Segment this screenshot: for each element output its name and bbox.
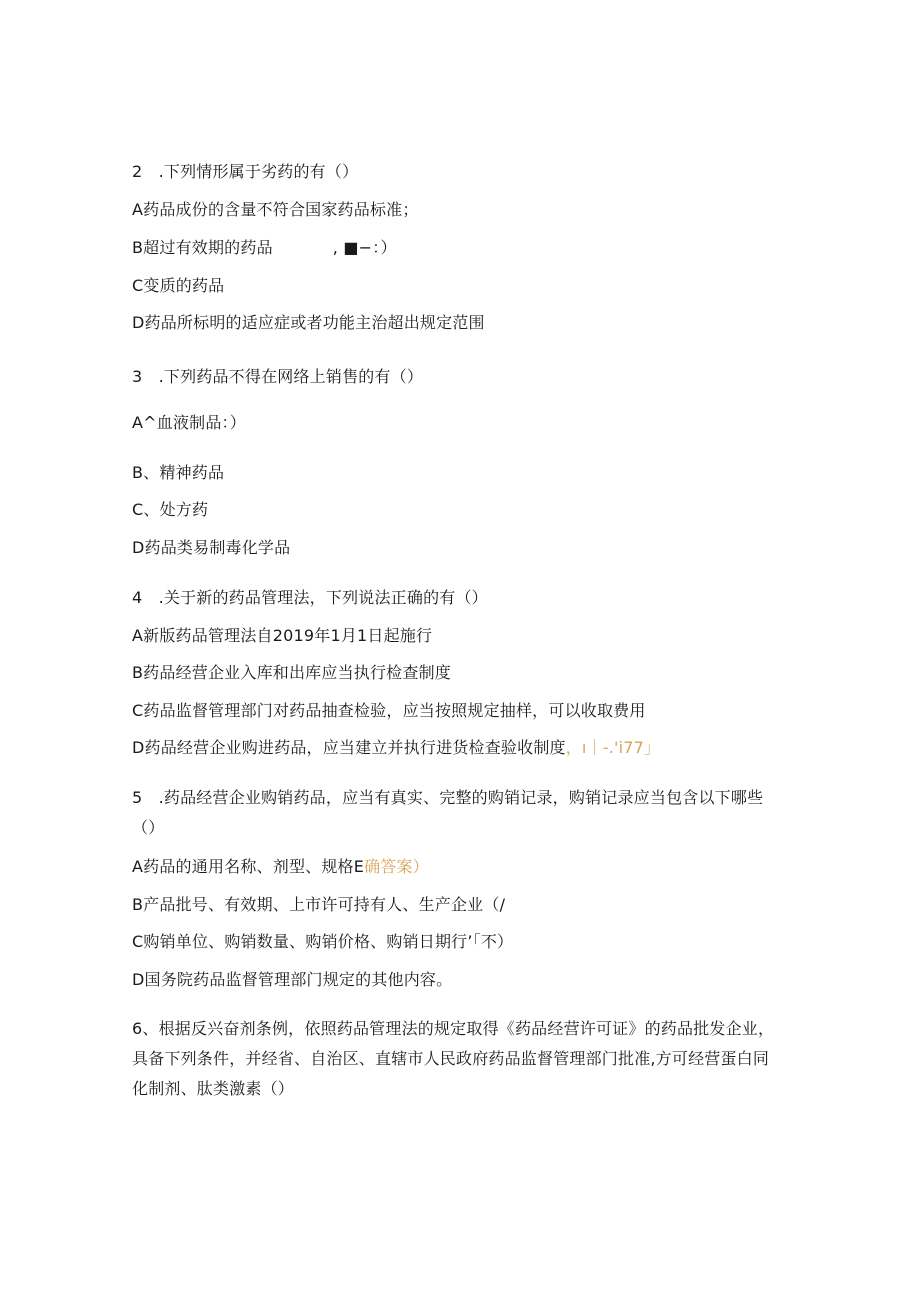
question-4-option-d [132,738,652,758]
question-5-option-a-text: A药品的通用名称、剂型、规格E [132,857,365,876]
question-4-option-b: B药品经营企业入库和出库应当执行检查制度 [132,663,451,682]
question-5-option-b: B产品批号、有效期、上市许可持有人、生产企业（/ [132,895,506,914]
question-2-option-b-mark: , ■−：） [332,238,397,257]
question-3-option-b: B、精神药品 [132,463,225,482]
question-5-option-a [132,857,429,877]
question-2-option-b [132,238,397,258]
question-2-option-d: D药品所标明的适应症或者功能主治超出规定范围 [132,313,485,332]
question-2-option-b-text: B超过有效期的药品 [132,238,273,257]
question-2-option-a: A药品成份的含量不符合国家药品标准； [132,200,419,219]
question-5-option-a-mark: 确答案） [364,857,429,876]
question-2-stem: 2 .下列情形属于劣药的有（） [132,162,359,181]
question-4-option-a: A新版药品管理法自2019年1月1日起施行 [132,626,433,645]
question-4-option-c: C药品监督管理部门对药品抽查检验，应当按照规定抽样，可以收取费用 [132,701,646,720]
question-3-option-d: D药品类易制毒化学品 [132,538,291,557]
question-5-option-c: C购销单位、购销数量、购销价格、购销日期行’「不） [132,932,514,951]
question-3-option-c: C、处方药 [132,500,209,519]
question-5-stem: 5 .药品经营企业购销药品，应当有真实、完整的购销记录，购销记录应当包含以下哪些（） [132,788,764,837]
question-4-option-d-mark: ，ı｜-.'i77｣ [565,738,653,757]
question-2-option-c: C变质的药品 [132,276,225,295]
question-4-option-d-text: D药品经营企业购进药品，应当建立并执行进货检查验收制度 [132,738,566,757]
question-3-option-a: A^血液制品：） [132,413,246,432]
question-5-option-d: D国务院药品监督管理部门规定的其他内容。 [132,970,453,989]
question-3-stem: 3 .下列药品不得在网络上销售的有（） [132,367,424,386]
question-4-stem: 4 .关于新的药品管理法，下列说法正确的有（） [132,588,488,607]
question-6-stem: 6、根据反兴奋剂条例，依照药品管理法的规定取得《药品经营许可证》的药品批发企业，具备下列条件，并经省、自治区、直辖市人民政府药品监督管理部门批准,方可经营蛋白同化制剂、肽类激素（） [132,1019,775,1098]
